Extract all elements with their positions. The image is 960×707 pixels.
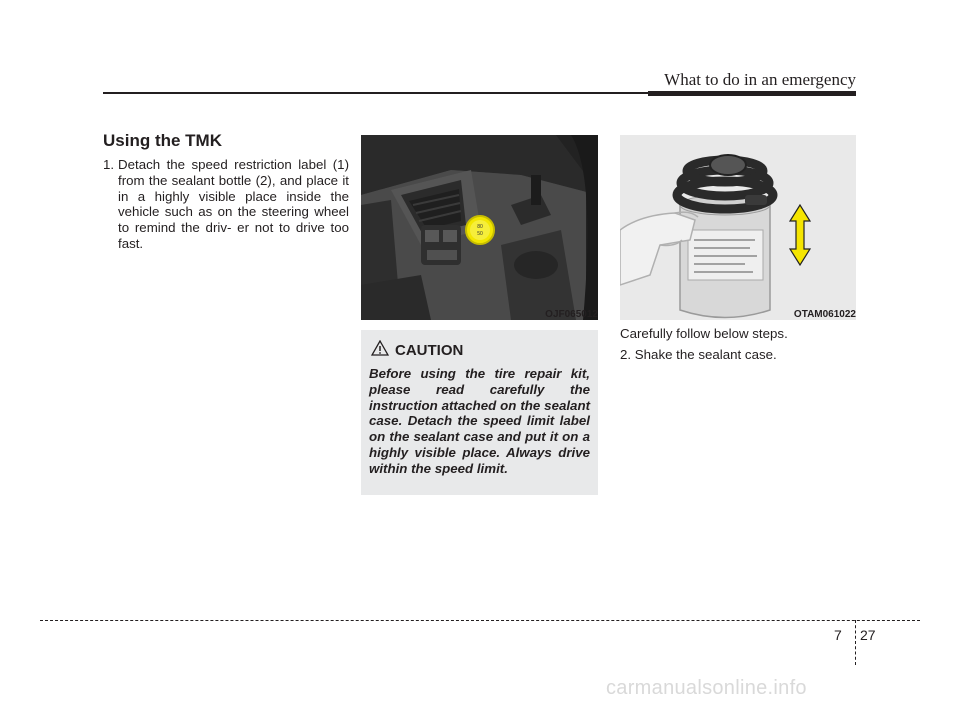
- watermark: carmanualsonline.info: [606, 677, 807, 699]
- svg-text:80: 80: [477, 224, 483, 230]
- warning-triangle-icon: [371, 340, 389, 361]
- header-rule-accent: [648, 91, 856, 96]
- caution-text: Before using the tire repair kit, please read carefully the instruction attached on the sealant case. Detach the speed limit label on the sealant case and put it on a highly visible place. Always drive within the speed limit.: [369, 366, 590, 476]
- sealant-case-figure: [620, 135, 856, 320]
- sealant-illustration: [620, 135, 856, 320]
- svg-text:50: 50: [477, 231, 483, 237]
- figure-code-1: OJF065012: [545, 309, 598, 320]
- step-1: [103, 157, 349, 252]
- header-title: What to do in an emergency: [664, 70, 856, 89]
- caution-header: [371, 340, 463, 361]
- figure-code-2: OTAM061022: [793, 309, 856, 320]
- footer-divider: [855, 620, 856, 665]
- caution-label: CAUTION: [395, 342, 464, 359]
- step-2: 2. Shake the sealant case.: [620, 347, 777, 362]
- dashboard-illustration: [361, 135, 598, 320]
- caution-box: [361, 330, 598, 495]
- footer-rule: [40, 620, 920, 621]
- step-1-text: Detach the speed restriction label (1) from the sealant bottle (2), and place it in a highly visible place inside the vehicle such as on the steering wheel to remind the driv- er not to drive too fast.: [118, 157, 349, 251]
- section-title: Using the TMK: [103, 131, 222, 150]
- instruction-intro: Carefully follow below steps.: [620, 326, 788, 341]
- chapter-number: 7: [834, 627, 842, 643]
- step-1-number: 1.: [103, 157, 115, 172]
- page-number: 27: [860, 627, 876, 643]
- dashboard-figure: [361, 135, 598, 320]
